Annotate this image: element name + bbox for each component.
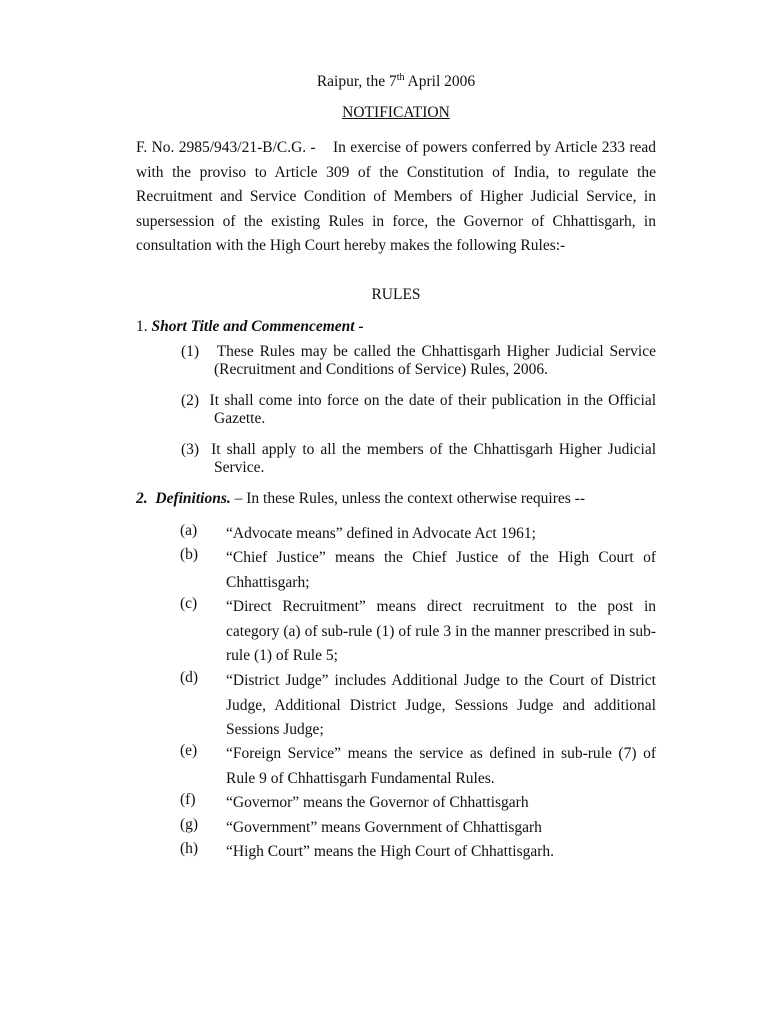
section-1-item: (1) These Rules may be called the Chhattisgarh Higher Judicial Service (Recruitment and Conditions of Service) Rules, 2006.	[181, 343, 657, 378]
file-reference: F. No. 2985/943/21-B/C.G. -	[136, 139, 316, 156]
section-2-heading: 2. Definitions. – In these Rules, unless the context otherwise requires --	[136, 490, 585, 507]
section-1-item: (2) It shall come into force on the date of their publication in the Official Gazette.	[181, 392, 657, 427]
section-1-heading: 1. Short Title and Commencement -	[136, 318, 364, 335]
preamble-paragraph	[136, 136, 656, 259]
notification-date: Raipur, the 7th April 2006	[316, 72, 476, 91]
rules-heading: RULES	[371, 286, 421, 303]
section-1-item: (3) It shall apply to all the members of the Chhattisgarh Higher Judicial Service.	[181, 441, 657, 476]
document-page: Raipur, the 7th April 2006 NOTIFICATION F. No. 2985/943/21-B/C.G. - In exercise of powers conferred by Article 233 read with the proviso to Article 309 of the Constitution of India, to regulate the Recruitment and Service Condition of Members of Higher Judicial Service, in supersession of the existing Rules in force, the Governor of Chhattisgarh, in consultation with the High Court hereby makes the following Rules:- RULES 1. Short Title and Commencement - (1) These Rules may be called the Chhattisgarh Higher Judicial Service (Recruitment and Conditions of Service) Rules, 2006. (2) It shall come into force on the date of their publication in the Official Gazette. (3) It shall apply to all the members of the Chhattisgarh Higher Judicial Service. 2. Definitions. – In these Rules, unless the context otherwise requires -- (a) “Advocate means” defined in Advocate Act 1961; (b) “Chief Justice” means the Chief Justice of the High Court of Chhattisgarh; (c) “Direct Recruitment” means direct recruitment to the post in category (a) of sub-rule (1) of rule 3 in the manner prescribed in sub-rule (1) of Rule 5; (d) “District Judge” includes Additional Judge to the Court of District Judge, Additional District Judge, Sessions Judge and additional Sessions Judge; (e) “Foreign Service” means the service as defined in sub-rule (7) of Rule 9 of Chhattisgarh Fundamental Rules. (f) “Governor” means the Governor of Chhattisgarh (g) “Government” means Government of Chhattisgarh (h) “High Court” means the High Court of Chhattisgarh.	[136, 72, 657, 860]
notification-title: NOTIFICATION	[342, 104, 450, 121]
preamble-text: In exercise of powers conferred by Article 233 read with the proviso to Article 309 of the Constitution of India, to regulate the Recruitment and Service Condition of Members of Higher Judicial Service, in supersession of the existing Rules in force, the Governor of Chhattisgarh, in consultation with the High Court hereby makes the following Rules:-	[136, 139, 656, 255]
